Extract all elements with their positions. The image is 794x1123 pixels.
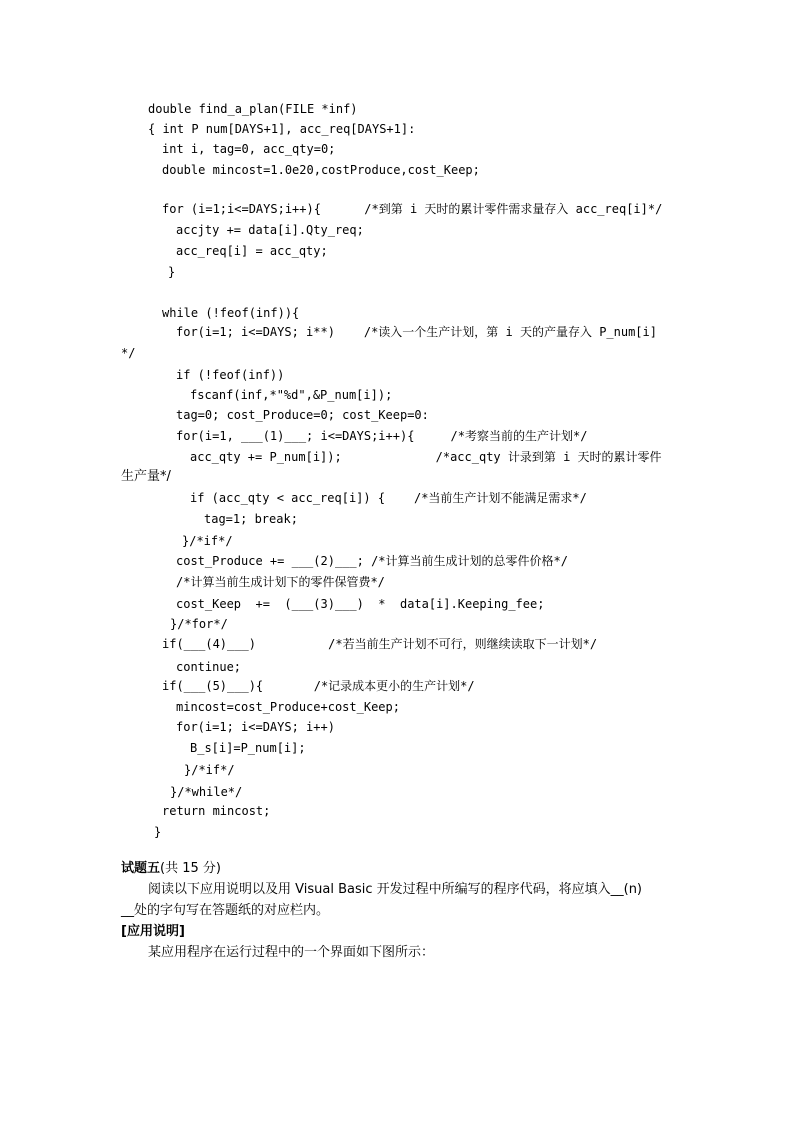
code-line: cost_Produce += ___(2)___; /*计算当前生成计划的总零件价格*/ [176,554,568,568]
code-line: double mincost=1.0e20,costProduce,cost_Keep; [162,163,480,177]
code-line: continue; [176,660,242,674]
section-heading [121,861,221,877]
code-line: while (!feof(inf)){ [162,306,300,320]
code-line: tag=1; break; [204,512,298,526]
code-line: } [168,265,176,279]
code-line: { int P num[DAYS+1], acc_req[DAYS+1]: [148,122,416,136]
code-line: acc_qty += P_num[i]); /*acc_qty 计录到第 i 天时的累计零件 [190,450,662,464]
code-line: if (!feof(inf)) [176,368,285,382]
code-line: int i, tag=0, acc_qty=0; [162,142,336,156]
code-line: /*计算当前生成计划下的零件保管费*/ [176,575,385,589]
intro-text: __处的字句写在答题纸的对应栏内。 [121,903,330,918]
description: 某应用程序在运行过程中的一个界面如下图所示： [148,945,435,960]
code-line: mincost=cost_Produce+cost_Keep; [176,700,400,714]
code-line: }/*for*/ [170,617,228,631]
code-line: }/*if*/ [182,534,233,548]
code-line: accjty += data[i].Qty_req; [176,223,364,237]
sub-heading: [应用说明] [121,924,185,939]
section-title: 试题五 [121,861,161,876]
code-line: if(___(4)___) /*若当前生产计划不可行，则继续读取下一计划*/ [162,637,598,651]
code-line: }/*while*/ [170,785,243,799]
code-line: for(i=1; i<=DAYS; i**) /*读入一个生产计划，第 i 天的产量存入 P_num[i] [176,325,657,339]
code-line: fscanf(inf,*"%d",&P_num[i]); [190,388,393,402]
code-line: 生产量*/ [121,469,171,484]
code-line: B_s[i]=P_num[i]; [190,741,306,755]
intro-text: 阅读以下应用说明以及用 Visual Basic 开发过程中所编写的程序代码，将应填入__(n) [148,882,643,897]
code-line: acc_req[i] = acc_qty; [176,244,328,258]
section-score: (共 15 分) [160,861,221,876]
code-line: for(i=1; i<=DAYS; i++) [176,720,335,734]
code-line: return mincost; [162,804,271,818]
code-line: */ [121,346,136,360]
code-line: for(i=1, ___(1)___; i<=DAYS;i++){ /*考察当前的生产计划*/ [176,429,588,443]
code-line: for (i=1;i<=DAYS;i++){ /*到第 i 天时的累计零件需求量存入 acc_req[i]*/ [162,202,663,216]
code-line: if (acc_qty < acc_req[i]) { /*当前生产计划不能满足需求*/ [190,491,587,505]
code-line: } [154,825,162,839]
code-line: cost_Keep += (___(3)___) * data[i].Keeping_fee; [176,597,545,611]
code-line: tag=0; cost_Produce=0; cost_Keep=0: [176,408,429,422]
code-line: }/*if*/ [184,763,235,777]
code-line: if(___(5)___){ /*记录成本更小的生产计划*/ [162,679,475,693]
code-line: double find_a_plan(FILE *inf) [148,102,358,116]
